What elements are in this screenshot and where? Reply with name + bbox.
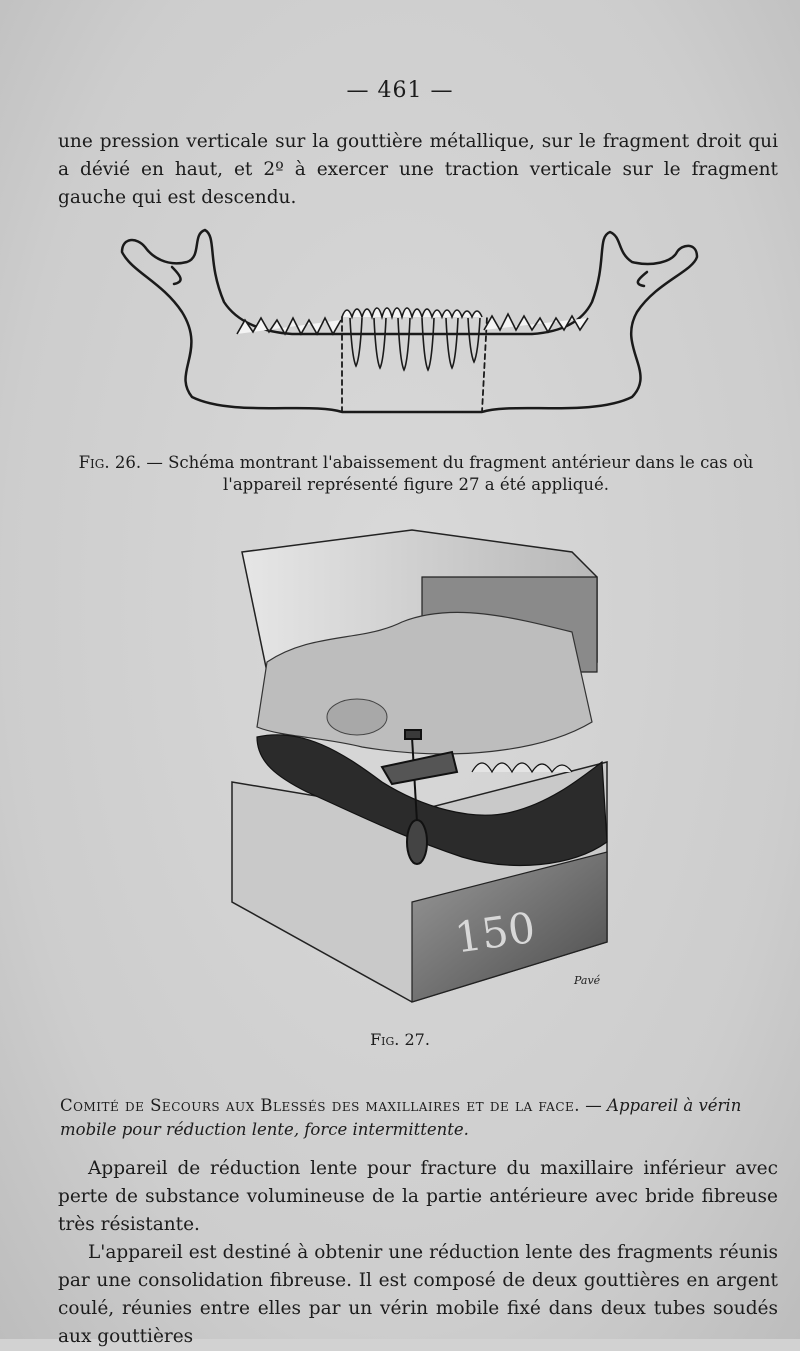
- body-text: [58, 1155, 778, 1351]
- section-title: — Appareil à vérin mobile pour réduction lente, force intermittente.: [60, 1096, 742, 1139]
- figure-26-caption: [62, 452, 770, 496]
- engraver-signature: Pavé: [574, 974, 601, 987]
- right-ramus-notch: [638, 272, 647, 286]
- page-number: — 461 —: [346, 78, 454, 103]
- left-ramus-notch: [172, 267, 181, 284]
- block-number-label: 150: [451, 902, 539, 963]
- anterior-fragment: [342, 317, 487, 412]
- figure-27-plaster-cast-illustration: [212, 522, 622, 1012]
- body-paragraph-1: Appareil de réduction lente pour fracture du maxillaire inférieur avec perte de substance volumineuse de la partie antérieure avec bride fibreuse très résistante.: [58, 1158, 778, 1235]
- section-heading: [60, 1094, 780, 1142]
- body-paragraph-2: L'appareil est destiné à obtenir une réduction lente des fragments réunis par une consolidation fibreuse. Il est composé de deux gouttières en argent coulé, réunies entre elles par un vérin mobile fixé dans deux tubes soudés aux gouttières: [58, 1242, 778, 1347]
- figure-26-label: Fig. 26.: [78, 453, 142, 472]
- teeth-row: [237, 308, 588, 370]
- figure-26-mandible-diagram: [112, 222, 706, 427]
- figure-26-caption-text: — Schéma montrant l'abaissement du fragment antérieur dans le cas où l'appareil représenté figure 27 a été appliqué.: [146, 453, 754, 494]
- section-organization: Comité de Secours aux Blessés des maxillaires et de la face.: [60, 1096, 581, 1115]
- intro-paragraph: une pression verticale sur la gouttière métallique, sur le fragment droit qui a dévié en haut, et 2º à exercer une traction verticale sur le fragment gauche qui est descendu.: [58, 131, 778, 208]
- figure-27-caption: Fig. 27.: [370, 1030, 430, 1049]
